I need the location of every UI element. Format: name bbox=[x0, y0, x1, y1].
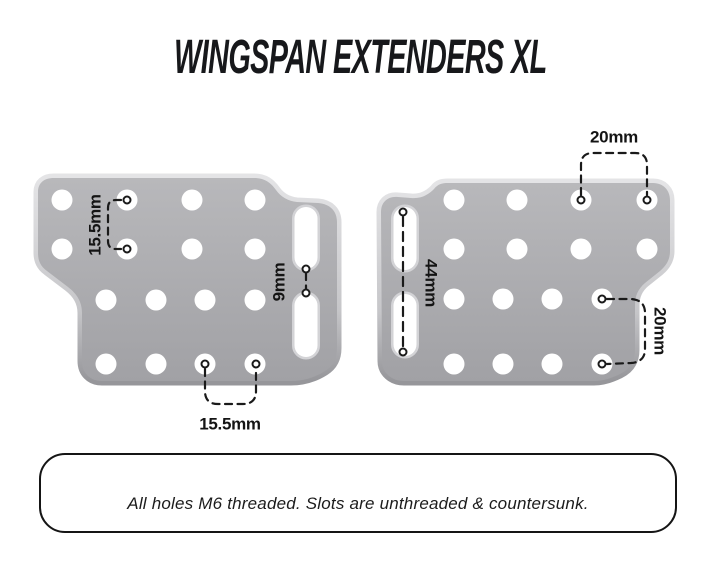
hole bbox=[507, 239, 528, 260]
dim-point bbox=[253, 361, 260, 368]
hole bbox=[507, 190, 528, 211]
slot bbox=[394, 207, 417, 270]
dim-point bbox=[599, 296, 606, 303]
hole bbox=[96, 354, 117, 375]
hole bbox=[146, 354, 167, 375]
dim-label-hole-pitch-bottom: 15.5mm bbox=[199, 414, 261, 434]
dim-point bbox=[578, 197, 585, 204]
hole bbox=[493, 354, 514, 375]
hole bbox=[444, 239, 465, 260]
dim-label-hole-pitch-top: 20mm bbox=[590, 127, 638, 147]
note-box bbox=[39, 453, 677, 533]
hole bbox=[542, 354, 563, 375]
hole bbox=[195, 290, 216, 311]
dim-label-slot-gap: 9mm bbox=[269, 262, 289, 302]
dim-point bbox=[599, 361, 606, 368]
hole bbox=[444, 289, 465, 310]
slot bbox=[295, 207, 318, 269]
dim-point bbox=[303, 290, 310, 297]
dim-point bbox=[303, 266, 310, 273]
hole bbox=[245, 290, 266, 311]
slot bbox=[394, 294, 417, 356]
hole bbox=[245, 239, 266, 260]
left-plate bbox=[38, 178, 337, 381]
dim-label-hole-pitch-vertical: 15.5mm bbox=[85, 194, 105, 256]
hole bbox=[52, 190, 73, 211]
dim-point bbox=[400, 209, 407, 216]
hole bbox=[146, 290, 167, 311]
hole bbox=[542, 289, 563, 310]
dim-point bbox=[124, 246, 131, 253]
hole bbox=[444, 190, 465, 211]
dim-point bbox=[644, 197, 651, 204]
hole bbox=[637, 239, 658, 260]
dim-label-hole-pitch-right: 20mm bbox=[650, 307, 670, 355]
hole bbox=[571, 239, 592, 260]
slot bbox=[295, 294, 318, 357]
hole bbox=[182, 190, 203, 211]
dim-point bbox=[400, 349, 407, 356]
note-text: All holes M6 threaded. Slots are unthreaded & countersunk. bbox=[127, 494, 589, 513]
hole bbox=[96, 290, 117, 311]
hole bbox=[493, 289, 514, 310]
dim-point bbox=[202, 361, 209, 368]
hole bbox=[182, 239, 203, 260]
page-title: WINGSPAN EXTENDERS XL bbox=[173, 31, 547, 84]
dim-label-slot-span: 44mm bbox=[421, 259, 441, 307]
hole bbox=[52, 239, 73, 260]
dim-point bbox=[124, 197, 131, 204]
hole bbox=[245, 190, 266, 211]
hole bbox=[444, 354, 465, 375]
